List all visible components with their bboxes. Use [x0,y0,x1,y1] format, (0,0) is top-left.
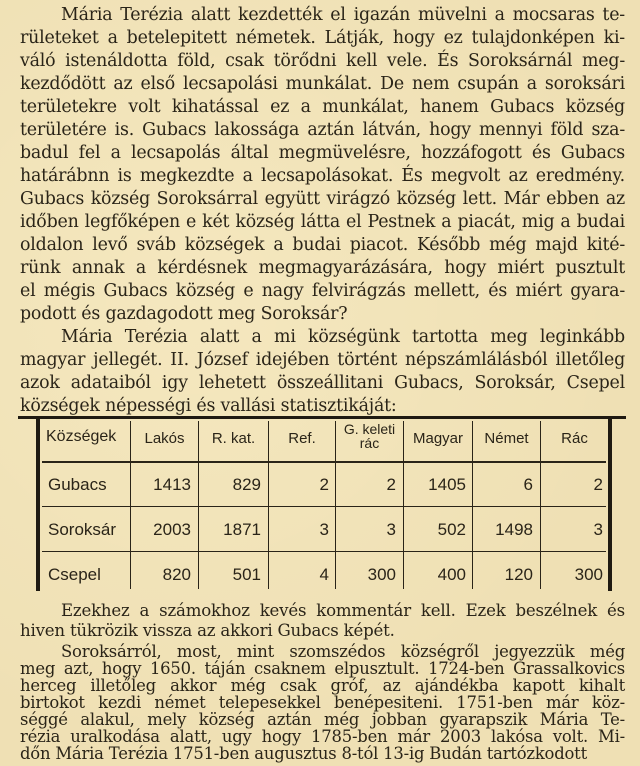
cell-value: 300 [367,565,396,584]
header-nemet: Német [484,430,529,447]
cell-value: 2 [386,475,396,494]
row-name-gubacs: Gubacs [48,475,107,494]
header-kozsegek: Községek [46,428,117,445]
text-line: váló istenáldotta föld, csak törődni kell vele. És Soroksárnál meg- [20,51,625,71]
cell-value: 2 [319,475,329,494]
header-rac-sub: rác [359,435,380,451]
table-right-border [608,419,612,591]
text-line: Mária Terézia alatt a mi községünk tartotta meg leginkább [61,327,625,347]
text-line: dőn Mária Terézia 1751-ben augusztus 8-tól 13-ig Budán tartózkodott [20,744,587,763]
text-line: Soroksárról, most, mint szomszédos községről jegyezzük még [61,642,625,661]
header-g-keleti: G. keleti [343,421,396,437]
text-line: hiven tükrözik vissza az akkori Gubacs képét. [20,621,395,640]
cell-value: 502 [437,520,466,539]
text-line: Ezekhez a számokhoz kevés kommentár kell. Ezek beszélnek és [61,601,625,620]
text-line: határábnn is megkezdte a lecsapolásokat. És megvolt az eredmény. [20,166,625,186]
text-line: badul fel a lecsapolás által megmüvelésre, hozzáfogott és Gubacs [20,143,625,163]
cell-value: 3 [386,520,396,539]
text-line: kezdődött az első lecsapolási munkálat. De nem csupán a soroksári [20,74,625,94]
header-ref: Ref. [288,430,316,447]
cell-value: 1498 [495,520,533,539]
text-line: területére is. Gubacs lakossága aztán látván, hogy mennyi föld sza- [20,120,625,140]
text-line: oldalon levő sváb községek a budai piacot. Később még majd kité- [20,235,625,255]
header-magyar: Magyar [412,430,464,447]
text-line: Gubacs község Soroksárral együtt virágzó község lett. Már ebben az [20,189,625,209]
table-left-border [36,419,40,591]
text-line: podott és gazdagodott meg Soroksár? [20,304,348,324]
header-divider [42,461,606,463]
text-line: rünk annak a kérdésnek megmagyarázására, hogy miért pusztult [20,258,625,278]
row-divider [42,506,606,507]
header-lakos: Lakós [144,430,185,447]
text-line: rületeket a betelepitett németek. Látják, hogy ez tulajdonképen ki- [20,28,625,48]
header-r-kat: R. kat. [211,430,256,447]
text-line: azok adataiból igy lehetett összeállitani Gubacs, Soroksár, Csepel [20,373,625,393]
cell-value: 2003 [153,520,191,539]
text-line: időben legfőképen e két község látta el Pestnek a piacát, mig a budai [20,212,625,232]
header-rac: Rác [561,430,588,447]
cell-value: 400 [437,565,466,584]
text-line: meg azt, hogy 1650. táján csaknem elpusztult. 1724-ben Grassalkovics [20,659,625,678]
cell-value: 2 [593,475,603,494]
text-line: el mégis Gubacs község e nagy felvirágzás mellett, és miért gyara- [20,281,625,301]
row-name-soroksar: Soroksár [48,520,117,539]
text-line: községek népességi és vallási statisztikáját: [20,396,397,416]
statistics-table [18,415,626,595]
cell-value: 120 [504,565,533,584]
text-line: birtokot kezdi német telepesekkel benépesiteni. 1751-ben már köz- [20,693,625,712]
text-line: magyar jellegét. II. József idejében történt népszámlálásból illetőleg [20,350,625,370]
cell-value: 1413 [153,475,191,494]
cell-value: 4 [319,565,329,584]
cell-value: 3 [319,520,329,539]
cell-value: 1871 [223,520,261,539]
cell-value: 3 [593,520,603,539]
cell-value: 829 [232,475,261,494]
cell-value: 6 [523,475,533,494]
cell-value: 820 [162,565,191,584]
text-line: herceg illetőleg akkor még csak gróf, az ajándékba kapott kihalt [20,676,625,695]
text-line: séggé alakul, mely község aztán még jobban gyarapszik Mária Te- [20,710,625,729]
table-top-rule [18,416,626,419]
cell-value: 300 [574,565,603,584]
row-divider [42,551,606,552]
text-line: Mária Terézia alatt kezdették el igazán müvelni a mocsaras te- [61,5,625,25]
cell-value: 501 [232,565,261,584]
row-name-csepel: Csepel [48,565,101,584]
text-line: rézia uralkodása alatt, ugy hogy 1785-ben már 2003 lakósa volt. Mi- [20,727,625,746]
text-line: területekre volt kihatással ez a munkálat, hanem Gubacs község [20,97,625,117]
cell-value: 1405 [428,475,466,494]
